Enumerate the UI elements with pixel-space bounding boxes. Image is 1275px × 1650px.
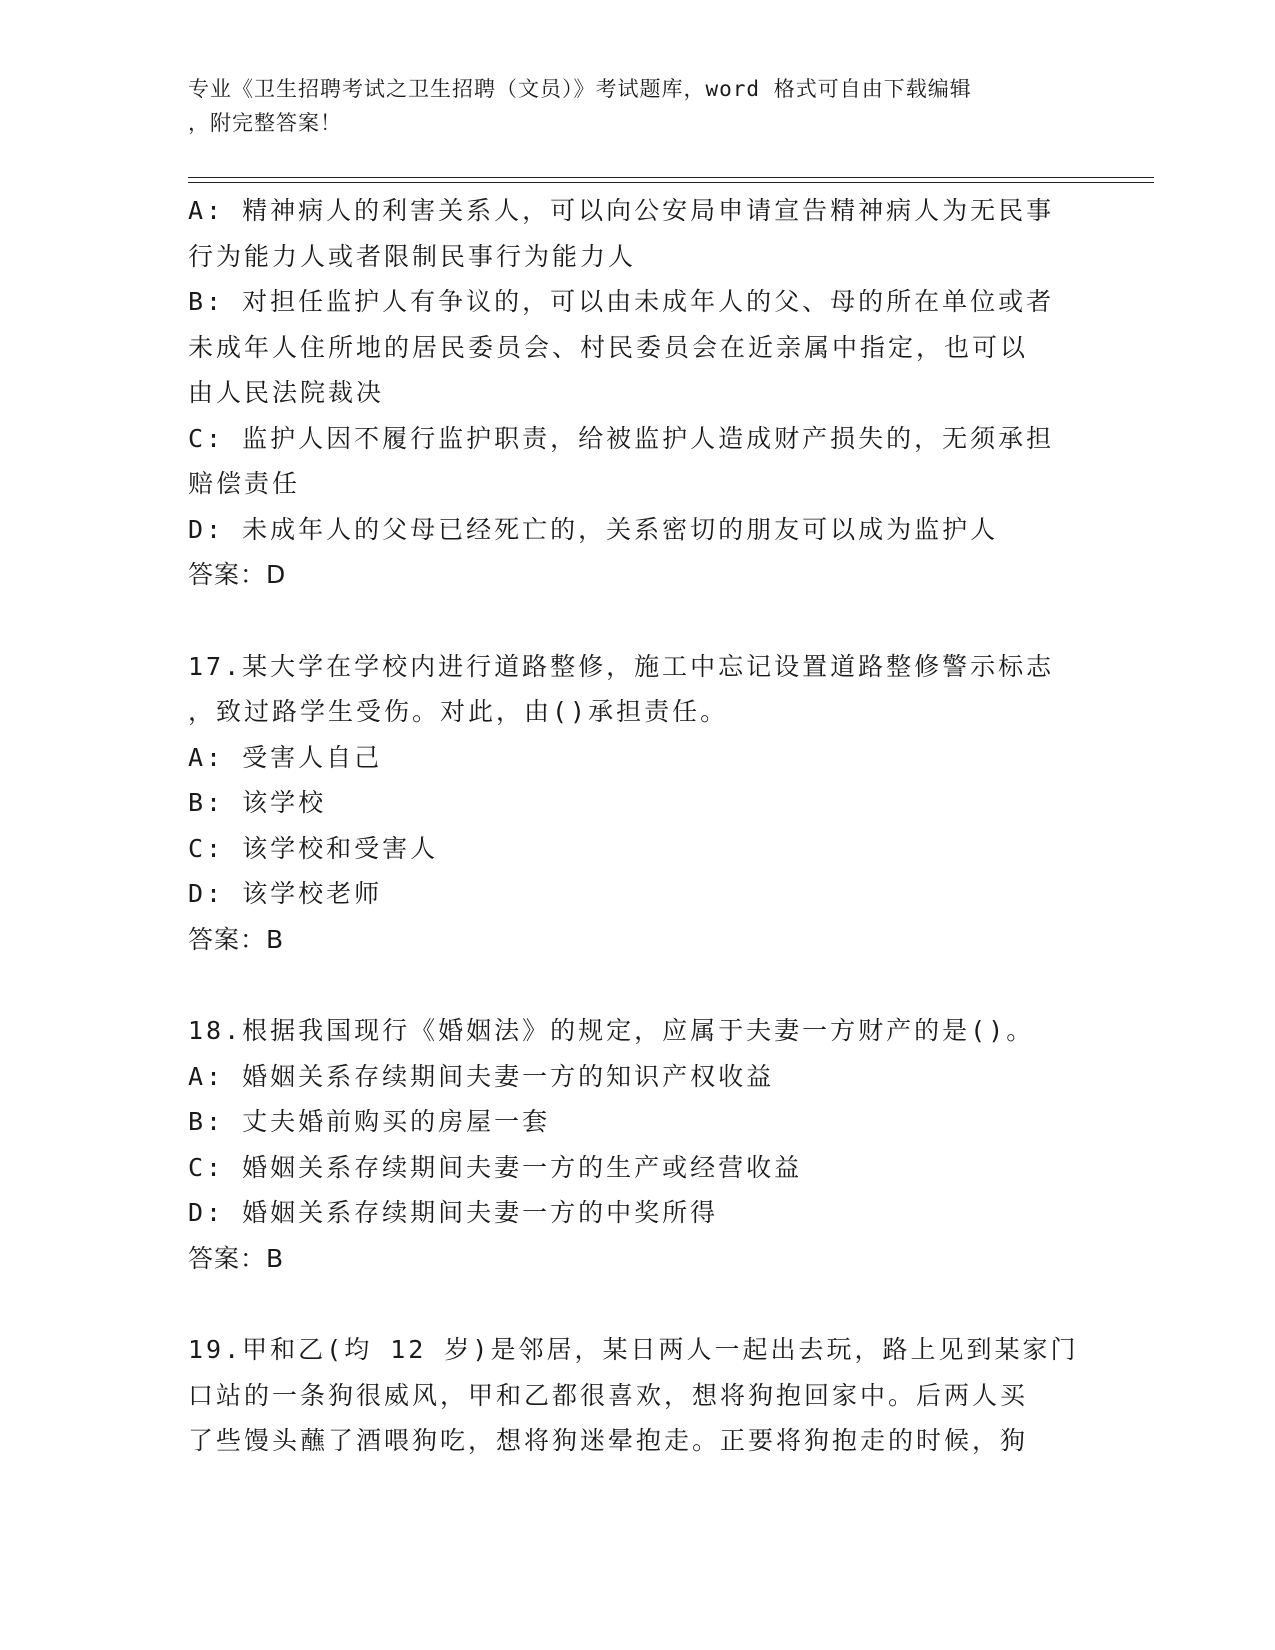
text-line: 未成年人住所地的居民委员会、村民委员会在近亲属中指定，也可以 [188,332,1029,362]
spacer [188,598,1088,644]
option-b: B: 该学校 [188,788,327,817]
option-c: C: 婚姻关系存续期间夫妻一方的生产或经营收益 [188,1152,803,1182]
text-line: 由人民法院裁决 [188,378,385,407]
text-line: 行为能力人或者限制民事行为能力人 [188,241,637,271]
header-line: 专业《卫生招聘考试之卫生招聘（文员）》考试题库，word 格式可自由下载编辑 [188,77,972,101]
header-line: ，附完整答案！ [188,111,342,135]
option-c [188,416,1088,507]
question-19 [188,1327,1088,1464]
option-a: A: 婚姻关系存续期间夫妻一方的知识产权收益 [188,1061,775,1091]
question-stem: 口站的一条狗很威风，甲和乙都很喜欢，想将狗抱回家中。后两人买 [188,1380,1029,1410]
question-16 [188,188,1088,598]
page-header [188,72,1068,140]
text-line: 赔偿责任 [188,469,301,498]
question-stem: 19.甲和乙(均 12 岁)是邻居，某日两人一起出去玩，路上见到某家门 [188,1335,1079,1364]
question-18 [188,1008,1088,1281]
header-divider-bottom [188,182,1154,183]
option-d: D: 婚姻关系存续期间夫妻一方的中奖所得 [188,1198,719,1227]
text-line: B: 对担任监护人有争议的，可以由未成年人的父、母的所在单位或者 [188,287,1055,316]
answer-line: 答案：B [188,1243,285,1273]
option-c: C: 该学校和受害人 [188,833,439,863]
question-17 [188,644,1088,963]
option-a: A: 受害人自己 [188,742,383,772]
option-b [188,279,1088,416]
answer-line: 答案：B [188,924,285,954]
question-content [188,188,1088,1464]
option-d [188,507,1088,553]
option-a [188,188,1088,279]
question-stem: 了些馒头蘸了酒喂狗吃，想将狗迷晕抱走。正要将狗抱走的时候，狗 [188,1426,1029,1455]
spacer [188,1281,1088,1327]
option-d: D: 该学校老师 [188,879,383,908]
answer-line: 答案：D [188,560,287,589]
header-divider-top [188,177,1154,178]
text-line: D: 未成年人的父母已经死亡的，关系密切的朋友可以成为监护人 [188,514,999,544]
text-line: A: 精神病人的利害关系人，可以向公安局申请宣告精神病人为无民事 [188,196,1055,225]
question-stem: 17.某大学在学校内进行道路整修，施工中忘记设置道路整修警示标志 [188,651,1055,681]
text-line: C: 监护人因不履行监护职责，给被监护人造成财产损失的，无须承担 [188,423,1055,453]
option-b: B: 丈夫婚前购买的房屋一套 [188,1107,551,1136]
spacer [188,962,1088,1008]
question-stem: ，致过路学生受伤。对此，由()承担责任。 [188,697,729,726]
question-stem: 18.根据我国现行《婚姻法》的规定，应属于夫妻一方财产的是()。 [188,1016,1035,1045]
